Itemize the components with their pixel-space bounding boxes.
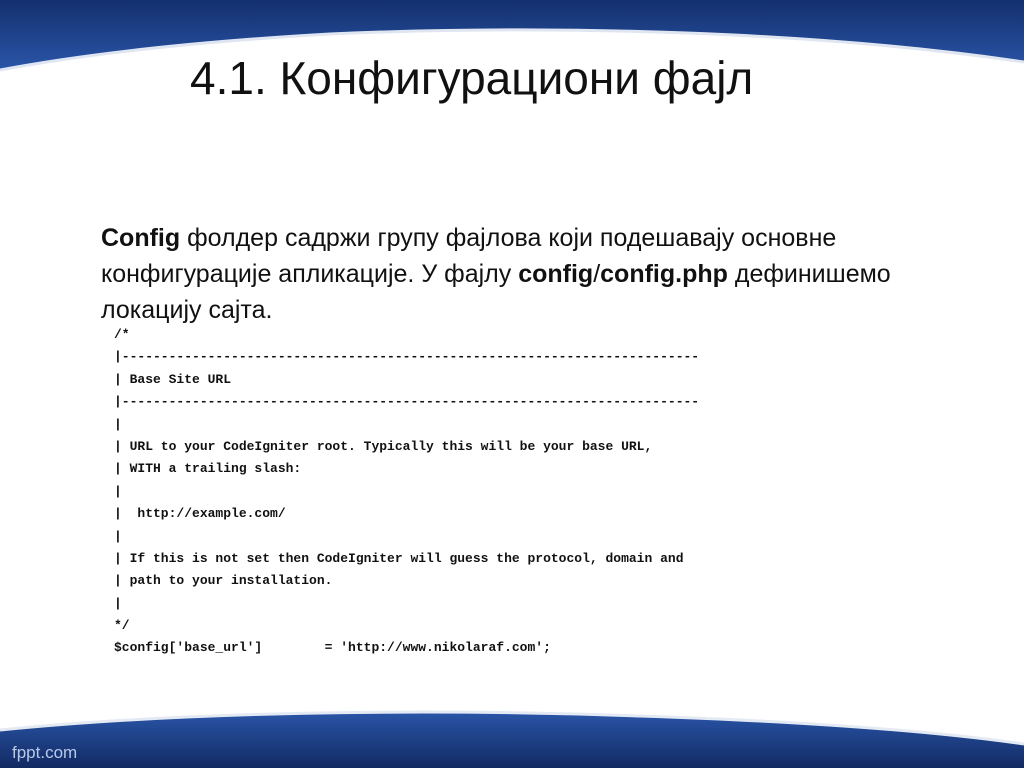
body-paragraph (101, 220, 961, 328)
code-line: */ (114, 618, 130, 634)
code-line: | WITH a trailing slash: (114, 461, 302, 477)
code-block (114, 324, 699, 660)
code-line: | If this is not set then CodeIgniter will guess the protocol, domain and (114, 550, 684, 566)
watermark-text: fppt.com (12, 743, 78, 762)
code-line: | Base Site URL (114, 371, 232, 387)
code-line: | (114, 595, 122, 611)
code-line: /* (114, 327, 130, 342)
code-line: | (114, 416, 122, 432)
body-config-php-bold: config.php (600, 260, 728, 288)
code-line: | (114, 483, 122, 499)
body-text-part2: фолдер садржи групу фајлова који подешавају основне конфигурације апликације. У фајлу (101, 224, 837, 288)
code-line: $config['base_url'] = 'http://www.nikolaraf.com'; (114, 640, 551, 656)
body-config-folder-bold: config (518, 260, 594, 288)
body-slash: / (593, 260, 601, 288)
code-line: | path to your installation. (114, 573, 333, 589)
body-config-bold: Config (101, 224, 181, 252)
code-line: | URL to your CodeIgniter root. Typically this will be your base URL, (114, 438, 653, 454)
body-text-part6: дефинишемо локацију сајта. (101, 260, 891, 324)
code-line: | (114, 528, 122, 544)
slide-title: 4.1. Конфигурациони фајл (190, 52, 754, 104)
code-line: |-------------------------------------------------------------------------- (114, 349, 700, 365)
code-line: | http://example.com/ (114, 506, 286, 522)
code-line: |-------------------------------------------------------------------------- (114, 394, 700, 410)
bottom-band (0, 712, 1024, 768)
